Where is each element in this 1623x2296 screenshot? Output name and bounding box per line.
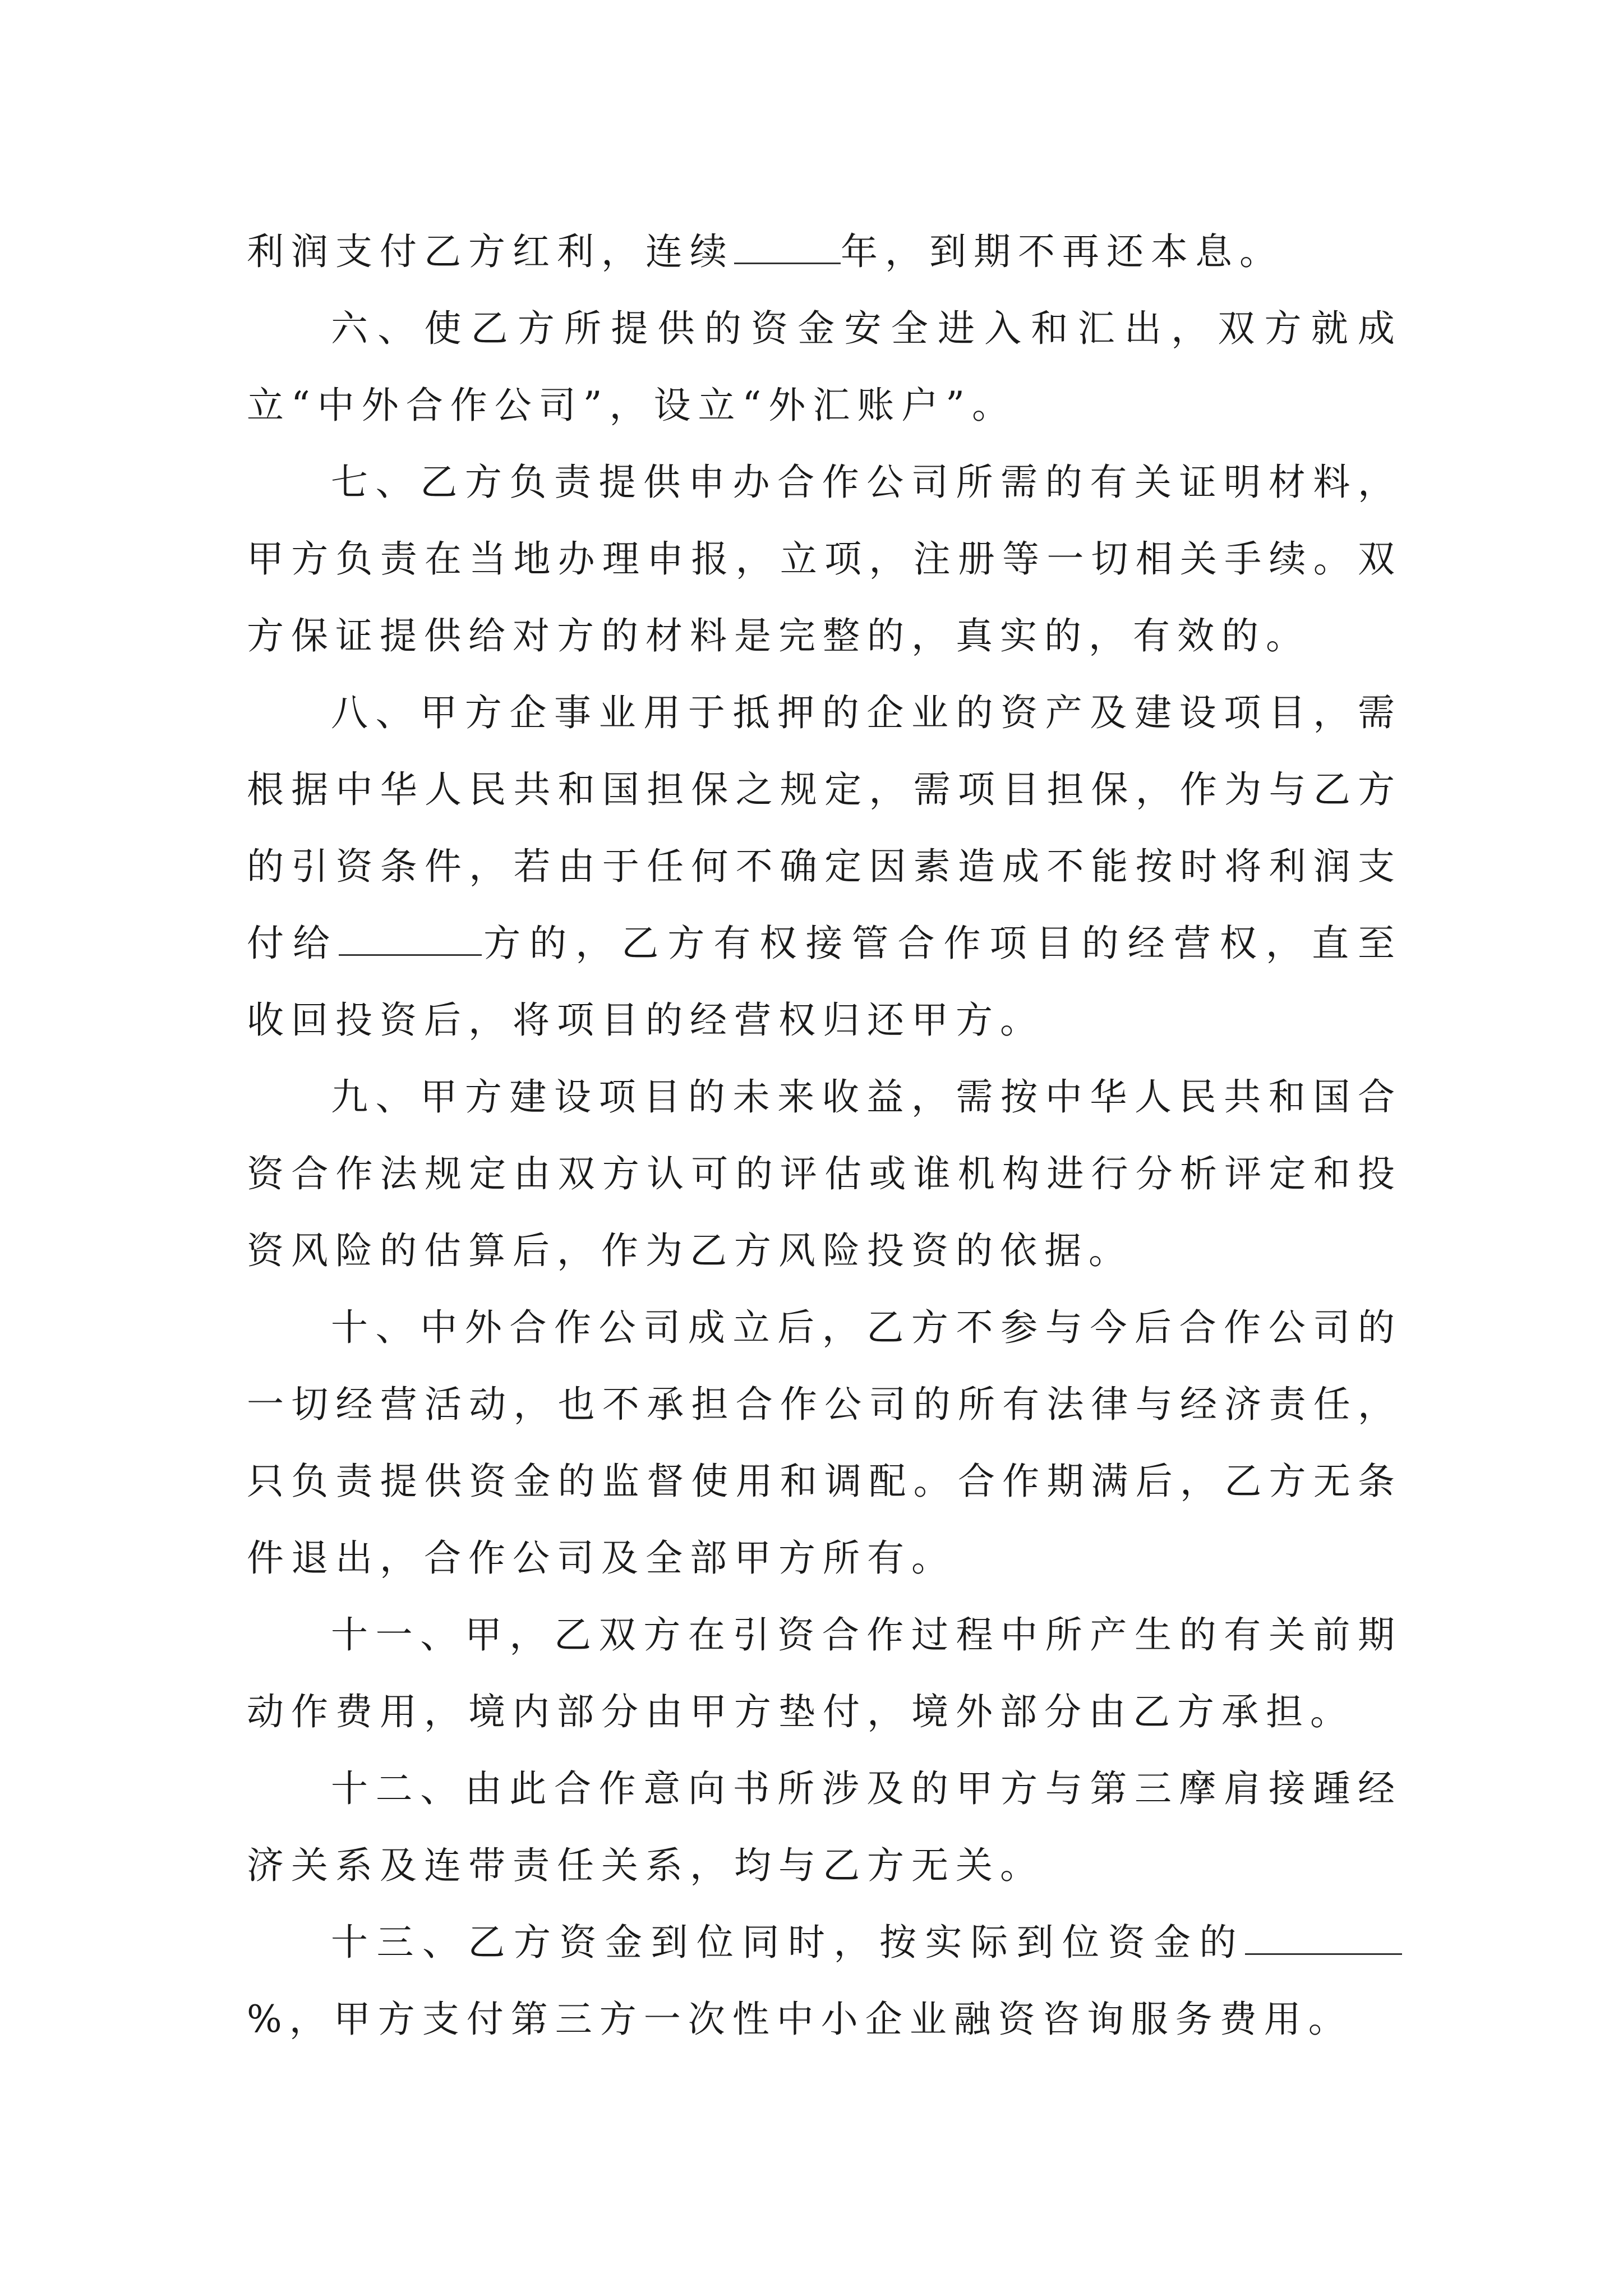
paragraph-text: 年，到期不再还本息。	[841, 230, 1284, 273]
fill-in-blank[interactable]	[734, 229, 841, 264]
clause-paragraph-p12	[247, 1750, 1402, 1904]
paragraph-text: 七、乙方负责提供申办合作公司所需的有关证明材料，甲方负责在当地办理申报，立项，注册等一切相关手续。双方保证提供给对方的材料是完整的，真实的，有效的。	[247, 461, 1402, 657]
paragraph-text: 八、甲方企事业用于抵押的企业的资产及建设项目，需根据中华人民共和国担保之规定，需项目担保，作为与乙方的引资条件，若由于任何不确定因素造成不能按时将利润支付给	[247, 691, 1402, 965]
clause-paragraph-p8	[247, 674, 1402, 1059]
paragraph-text: 方的，乙方有权接管合作项目的经营权，直至收回投资后，将项目的经营权归还甲方。	[247, 922, 1403, 1042]
paragraph-text: 十二、由此合作意向书所涉及的甲方与第三摩肩接踵经济关系及连带责任关系，均与乙方无关。	[247, 1767, 1402, 1887]
paragraph-text: 六、使乙方所提供的资金安全进入和汇出，双方就成立“中外合作公司”，设立“外汇账户”。	[247, 307, 1402, 427]
paragraph-text: 十、中外合作公司成立后，乙方不参与今后合作公司的一切经营活动，也不承担合作公司的所有法律与经济责任，只负责提供资金的监督使用和调配。合作期满后，乙方无条件退出，合作公司及全部甲方所有。	[247, 1306, 1402, 1580]
clause-paragraph-p9	[247, 1059, 1402, 1289]
clause-paragraph-p11	[247, 1596, 1402, 1750]
fill-in-blank[interactable]	[1245, 1920, 1402, 1955]
clause-paragraph-p5-cont	[247, 213, 1402, 290]
clause-paragraph-p13	[247, 1904, 1402, 2058]
paragraph-text: 十一、甲，乙双方在引资合作过程中所产生的有关前期动作费用，境内部分由甲方垫付，境外部分由乙方承担。	[247, 1613, 1402, 1733]
paragraph-text: 十三、乙方资金到位同时，按实际到位资金的	[331, 1921, 1245, 1964]
clause-paragraph-p6	[247, 290, 1402, 444]
document-body	[247, 213, 1402, 2058]
paragraph-text: 利润支付乙方红利，连续	[247, 230, 734, 273]
paragraph-text: %，甲方支付第三方一次性中小企业融资咨询服务费用。	[247, 1998, 1353, 2041]
clause-paragraph-p7	[247, 444, 1402, 674]
paragraph-text: 九、甲方建设项目的未来收益，需按中华人民共和国合资合作法规定由双方认可的评估或谁机构进行分析评定和投资风险的估算后，作为乙方风险投资的依据。	[247, 1075, 1402, 1272]
clause-paragraph-p10	[247, 1289, 1402, 1596]
fill-in-blank[interactable]	[339, 921, 482, 956]
